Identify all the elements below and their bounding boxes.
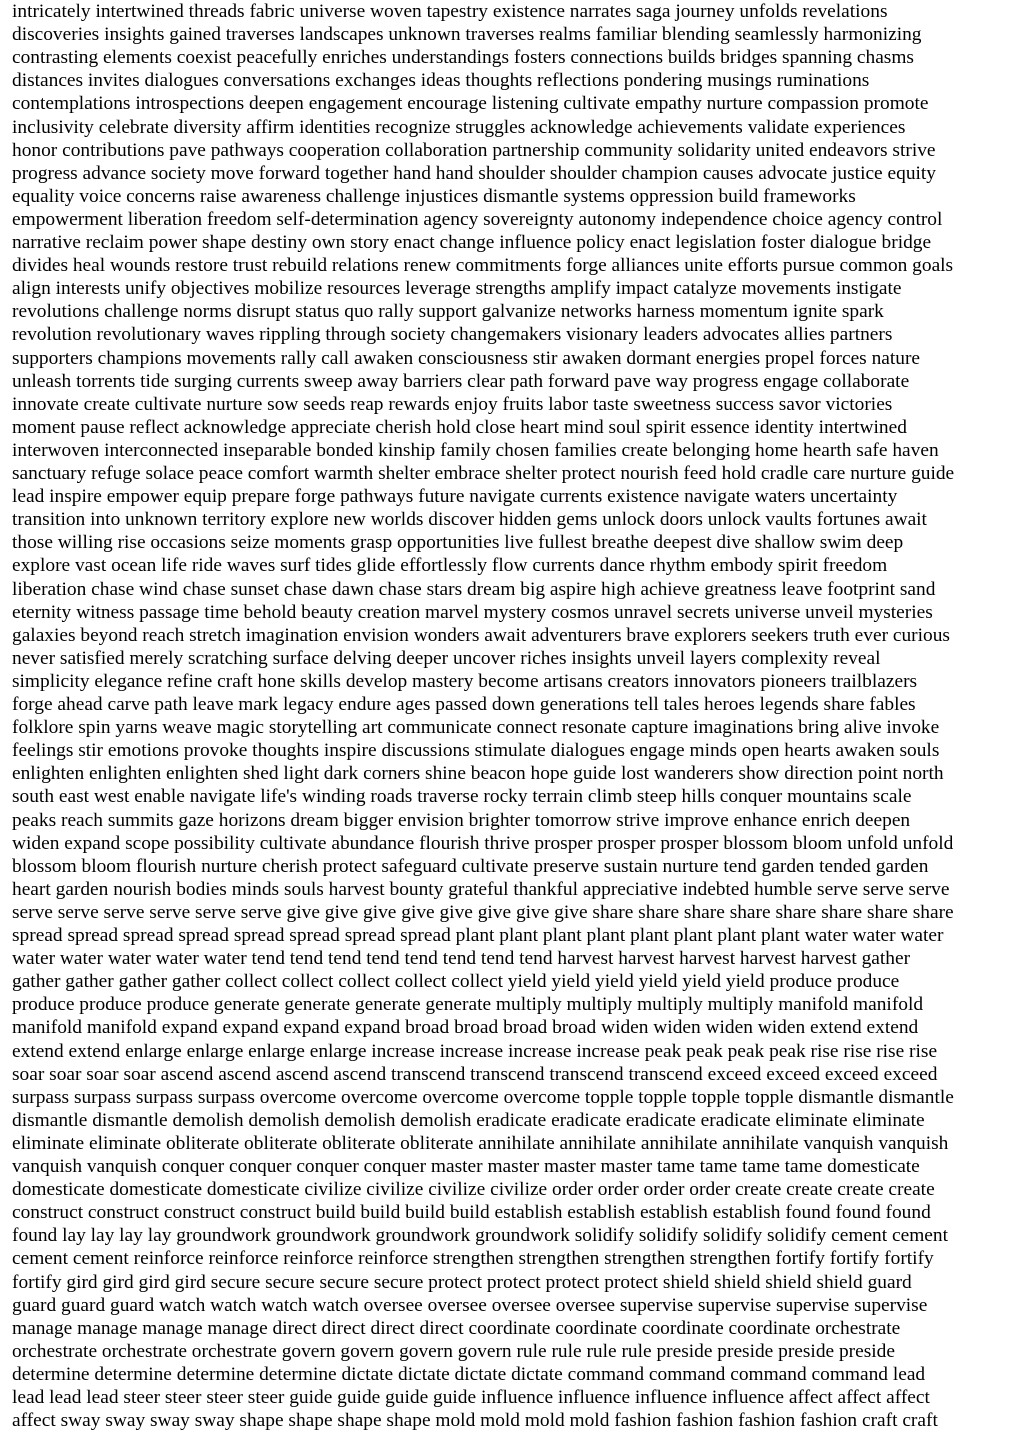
text-line: eliminate eliminate obliterate obliterate obliterate obliterate annihilate annihilate annihilate annihilate vanquish vanquish	[12, 1132, 949, 1154]
text-line: dismantle dismantle demolish demolish demolish demolish eradicate eradicate eradicate eradicate eliminate eliminate	[12, 1109, 925, 1131]
text-line: construct construct construct construct build build build build establish establish establish establish found found found	[12, 1202, 931, 1224]
text-line: those willing rise occasions seize moments grasp opportunities live fullest breathe deepest dive shallow swim deep	[12, 532, 904, 554]
text-line: heart garden nourish bodies minds souls harvest bounty grateful thankful appreciative indebted humble serve serve serve	[12, 878, 950, 900]
text-line: inclusivity celebrate diversity affirm identities recognize struggles acknowledge achievements validate experiences	[12, 116, 906, 138]
text-line: liberation chase wind chase sunset chase dawn chase stars dream big aspire high achieve greatness leave footprint sand	[12, 578, 936, 600]
text-line: galaxies beyond reach stretch imagination envision wonders await adventurers brave explorers seekers truth ever curious	[12, 624, 950, 646]
text-line: sanctuary refuge solace peace comfort warmth shelter embrace shelter protect nourish feed hold cradle care nurture guide	[12, 463, 955, 484]
text-line: interwoven interconnected inseparable bonded kinship family chosen families create belonging home hearth safe haven	[12, 439, 939, 461]
text-line: supporters champions movements rally call awaken consciousness stir awaken dormant energies propel forces nature	[12, 347, 921, 369]
text-line: transition into unknown territory explore new worlds discover hidden gems unlock doors unlock vaults fortunes await	[12, 509, 927, 531]
text-line: forge ahead carve path leave mark legacy endure ages passed down generations tell tales heroes legends share fables	[12, 694, 916, 715]
text-line: divides heal wounds restore trust rebuild relations renew commitments forge alliances unite efforts pursue common goals	[12, 255, 954, 277]
text-line: enlighten enlighten enlighten shed light dark corners shine beacon hope guide lost wanderers show direction point north	[12, 763, 944, 785]
text-line: cement cement reinforce reinforce reinforce reinforce strengthen strengthen strengthen strengthen fortify fortify fortify	[12, 1248, 934, 1270]
text-line: moment pause reflect acknowledge appreciate cherish hold close heart mind soul spirit essence identity intertwined	[12, 416, 907, 438]
text-line: lead lead lead steer steer steer steer guide guide guide guide influence influence influence influence affect affect affect	[12, 1387, 930, 1408]
text-line: contrasting elements coexist peacefully enriches understandings fosters connections builds bridges spanning chasms	[12, 47, 914, 69]
text-line: domesticate domesticate domesticate civilize civilize civilize civilize order order order order create create create create	[12, 1179, 935, 1201]
text-line: intricately intertwined threads fabric universe woven tapestry existence narrates saga journey unfolds revelations	[12, 1, 888, 22]
text-line: empowerment liberation freedom self-determination agency sovereignty autonomy independence choice agency control	[12, 208, 943, 230]
text-line: surpass surpass surpass surpass overcome overcome overcome overcome topple topple topple topple dismantle dismantle	[12, 1086, 954, 1108]
text-line: manifold manifold expand expand expand expand broad broad broad broad widen widen widen widen extend extend	[12, 1017, 919, 1039]
text-line: water water water water water tend tend tend tend tend tend tend tend harvest harvest harvest harvest harvest gather	[12, 948, 911, 970]
text-line: orchestrate orchestrate orchestrate govern govern govern govern rule rule rule rule preside preside preside preside	[12, 1340, 895, 1362]
text-line: south east west enable navigate life's winding roads traverse rocky terrain climb steep hills conquer mountains scale	[12, 786, 912, 808]
text-line: fortify gird gird gird gird secure secure secure secure protect protect protect protect shield shield shield shield guard	[12, 1271, 912, 1293]
text-line: progress advance society move forward together hand hand shoulder shoulder champion causes advocate justice equity	[12, 162, 936, 184]
text-line: found lay lay lay lay groundwork groundwork groundwork groundwork solidify solidify solidify solidify cement cement	[12, 1225, 948, 1247]
text-line: unleash torrents tide surging currents sweep away barriers clear path forward pave way progress engage collaborate	[12, 370, 910, 392]
text-line: simplicity elegance refine craft hone skills develop mastery become artisans creators innovators pioneers trailblazers	[12, 670, 918, 692]
text-line: equality voice concerns raise awareness challenge injustices dismantle systems oppression build frameworks	[12, 185, 856, 207]
text-line: guard guard guard watch watch watch watch oversee oversee oversee oversee supervise supervise supervise supervise	[12, 1294, 928, 1316]
text-line: revolution revolutionary waves rippling through society changemakers visionary leaders advocates allies partners	[12, 324, 893, 346]
text-line: feelings stir emotions provoke thoughts inspire discussions stimulate dialogues engage minds open hearts awaken souls	[12, 740, 940, 762]
text-line: narrative reclaim power shape destiny own story enact change influence policy enact legislation foster dialogue bridge	[12, 232, 932, 253]
text-line: never satisfied merely scratching surface delving deeper uncover riches insights unveil layers complexity reveal	[12, 647, 881, 669]
text-line: vanquish vanquish conquer conquer conquer conquer master master master master tame tame tame tame domesticate	[12, 1156, 920, 1177]
text-line: gather gather gather gather collect collect collect collect collect yield yield yield yield yield yield produce produce	[12, 971, 900, 993]
text-line: revolutions challenge norms disrupt status quo rally support galvanize networks harness momentum ignite spark	[12, 301, 884, 323]
text-line: discoveries insights gained traverses landscapes unknown traverses realms familiar blending seamlessly harmonizing	[12, 24, 922, 46]
text-line: affect sway sway sway sway shape shape shape shape mold mold mold mold fashion fashion fashion fashion craft craft	[12, 1410, 938, 1432]
text-line: explore vast ocean life ride waves surf tides glide effortlessly flow currents dance rhythm embody spirit freedom	[12, 555, 888, 577]
text-line: honor contributions pave pathways cooperation collaboration partnership community solidarity united endeavors strive	[12, 139, 936, 161]
text-line: soar soar soar soar ascend ascend ascend ascend transcend transcend transcend transcend exceed exceed exceed exceed	[12, 1063, 938, 1085]
text-line: align interests unify objectives mobilize resources leverage strengths amplify impact catalyze movements instigate	[12, 278, 902, 300]
text-line: extend extend enlarge enlarge enlarge enlarge increase increase increase increase peak peak peak peak rise rise rise rise	[12, 1040, 938, 1062]
text-line: distances invites dialogues conversations exchanges ideas thoughts reflections pondering musings ruminations	[12, 70, 870, 92]
text-line: determine determine determine determine dictate dictate dictate dictate command command command command lead	[12, 1363, 926, 1385]
text-line: peaks reach summits gaze horizons dream bigger envision brighter tomorrow strive improve enhance enrich deepen	[12, 809, 911, 831]
text-line: blossom bloom flourish nurture cherish protect safeguard cultivate preserve sustain nurture tend garden tended garden	[12, 855, 929, 877]
text-line: spread spread spread spread spread spread spread spread plant plant plant plant plant plant plant plant water water water	[12, 925, 944, 946]
text-line: manage manage manage manage direct direct direct direct coordinate coordinate coordinate coordinate orchestrate	[12, 1317, 901, 1339]
text-line: innovate create cultivate nurture sow seeds reap rewards enjoy fruits labor taste sweetness success savor victories	[12, 393, 893, 415]
text-line: folklore spin yarns weave magic storytelling art communicate connect resonate capture imaginations bring alive invoke	[12, 717, 940, 739]
text-line: eternity witness passage time behold beauty creation marvel mystery cosmos unravel secrets universe unveil mysteries	[12, 601, 933, 623]
text-line: serve serve serve serve serve serve give give give give give give give give share share share share share share share share	[12, 901, 954, 923]
text-line: widen expand scope possibility cultivate abundance flourish thrive prosper prosper prosper blossom bloom unfold unfold	[12, 832, 954, 854]
text-line: produce produce produce generate generate generate generate multiply multiply multiply multiply manifold manifold	[12, 994, 924, 1016]
text-line: contemplations introspections deepen engagement encourage listening cultivate empathy nurture compassion promote	[12, 93, 929, 115]
text-line: lead inspire empower equip prepare forge pathways future navigate currents existence navigate waters uncertainty	[12, 486, 898, 508]
